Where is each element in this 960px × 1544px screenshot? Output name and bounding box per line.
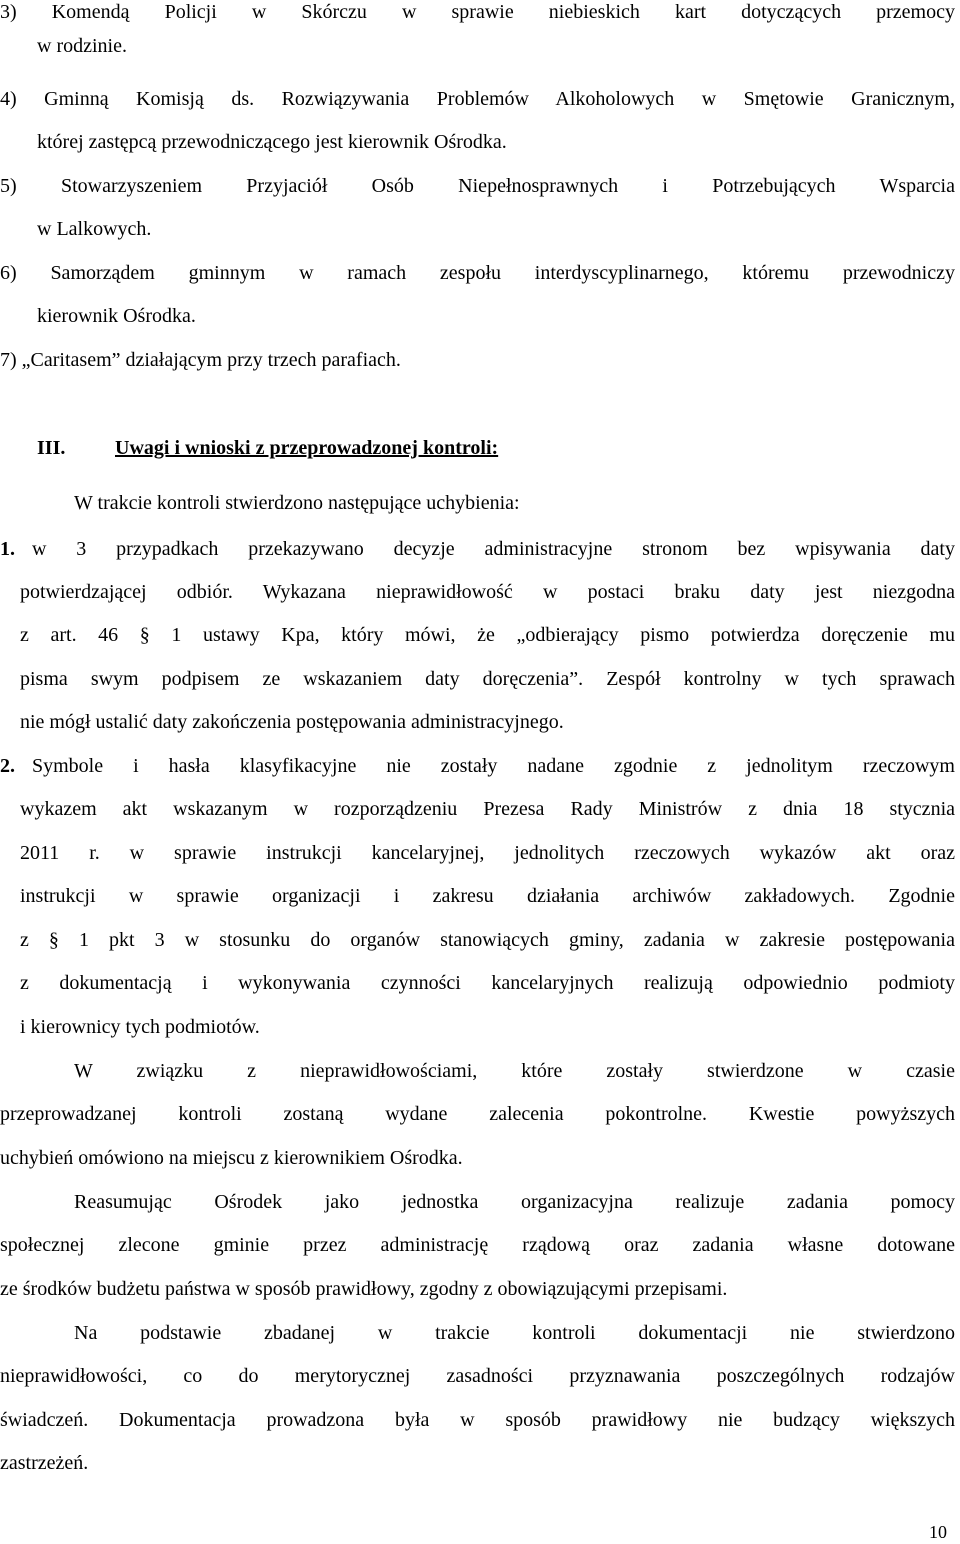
- para-2-line3: ze środków budżetu państwa w sposób prawidłowy, zgodny z obowiązującymi przepisami.: [0, 1278, 728, 1300]
- list-item-5-line2: w Lalkowych.: [37, 218, 152, 240]
- list-item-5-line1: 5) Stowarzyszeniem Przyjaciół Osób Niepełnosprawnych i Potrzebujących Wsparcia: [0, 175, 955, 197]
- point-2-number: 2.: [0, 755, 15, 777]
- para-3-line3: świadczeń. Dokumentacja prowadzona była w sposób prawidłowy nie budzący większych: [0, 1409, 955, 1431]
- point-1-line5: nie mógł ustalić daty zakończenia postępowania administracyjnego.: [20, 711, 564, 733]
- section-title: Uwagi i wnioski z przeprowadzonej kontroli:: [115, 437, 499, 459]
- para-3-line4: zastrzeżeń.: [0, 1452, 89, 1474]
- list-item-7-line1: 7) „Caritasem” działającym przy trzech parafiach.: [0, 349, 401, 371]
- point-2-line6: z dokumentacją i wykonywania czynności kancelaryjnych realizują odpowiednio podmioty: [20, 972, 955, 994]
- list-item-6-line1: 6) Samorządem gminnym w ramach zespołu interdyscyplinarnego, któremu przewodniczy: [0, 262, 955, 284]
- point-1-number: 1.: [0, 538, 15, 560]
- para-2-line2: społecznej zlecone gminie przez administrację rządową oraz zadania własne dotowane: [0, 1234, 955, 1256]
- point-2-line5: z § 1 pkt 3 w stosunku do organów stanowiących gminy, zadania w zakresie postępowania: [20, 929, 955, 951]
- point-2-line3: 2011 r. w sprawie instrukcji kancelaryjnej, jednolitych rzeczowych wykazów akt oraz: [20, 842, 955, 864]
- point-2-line4: instrukcji w sprawie organizacji i zakresu działania archiwów zakładowych. Zgodnie: [20, 885, 955, 907]
- page-number: 10: [929, 1522, 947, 1542]
- list-item-3-line1: 3) Komendą Policji w Skórczu w sprawie niebieskich kart dotyczących przemocy: [0, 1, 955, 23]
- para-1-line3: uchybień omówiono na miejscu z kierownikiem Ośrodka.: [0, 1147, 463, 1169]
- para-3-line1: Na podstawie zbadanej w trakcie kontroli dokumentacji nie stwierdzono: [74, 1322, 955, 1344]
- list-item-3-line2: w rodzinie.: [37, 35, 127, 57]
- point-2-line1: Symbole i hasła klasyfikacyjne nie zostały nadane zgodnie z jednolitym rzeczowym: [32, 755, 955, 777]
- point-1-line1: w 3 przypadkach przekazywano decyzje administracyjne stronom bez wpisywania daty: [32, 538, 955, 560]
- para-2-line1: Reasumując Ośrodek jako jednostka organizacyjna realizuje zadania pomocy: [74, 1191, 955, 1213]
- para-3-line2: nieprawidłowości, co do merytorycznej zasadności przyznawania poszczególnych rodzajów: [0, 1365, 955, 1387]
- para-1-line1: W związku z nieprawidłowościami, które zostały stwierdzone w czasie: [74, 1060, 955, 1082]
- list-item-4-line1: 4) Gminną Komisją ds. Rozwiązywania Problemów Alkoholowych w Smętowie Granicznym,: [0, 88, 955, 110]
- list-item-6-line2: kierownik Ośrodka.: [37, 305, 196, 327]
- section-number: III.: [37, 437, 66, 459]
- point-1-line2: potwierdzającej odbiór. Wykazana nieprawidłowość w postaci braku daty jest niezgodna: [20, 581, 955, 603]
- point-2-line7: i kierownicy tych podmiotów.: [20, 1016, 260, 1038]
- list-item-4-line2: której zastępcą przewodniczącego jest kierownik Ośrodka.: [37, 131, 507, 153]
- section-intro: W trakcie kontroli stwierdzono następujące uchybienia:: [74, 492, 520, 514]
- para-1-line2: przeprowadzanej kontroli zostaną wydane zalecenia pokontrolne. Kwestie powyższych: [0, 1103, 955, 1125]
- point-1-line4: pisma swym podpisem ze wskazaniem daty doręczenia”. Zespół kontrolny w tych sprawach: [20, 668, 955, 690]
- point-1-line3: z art. 46 § 1 ustawy Kpa, który mówi, że „odbierający pismo potwierdza doręczenie mu: [20, 624, 955, 646]
- point-2-line2: wykazem akt wskazanym w rozporządzeniu Prezesa Rady Ministrów z dnia 18 stycznia: [20, 798, 955, 820]
